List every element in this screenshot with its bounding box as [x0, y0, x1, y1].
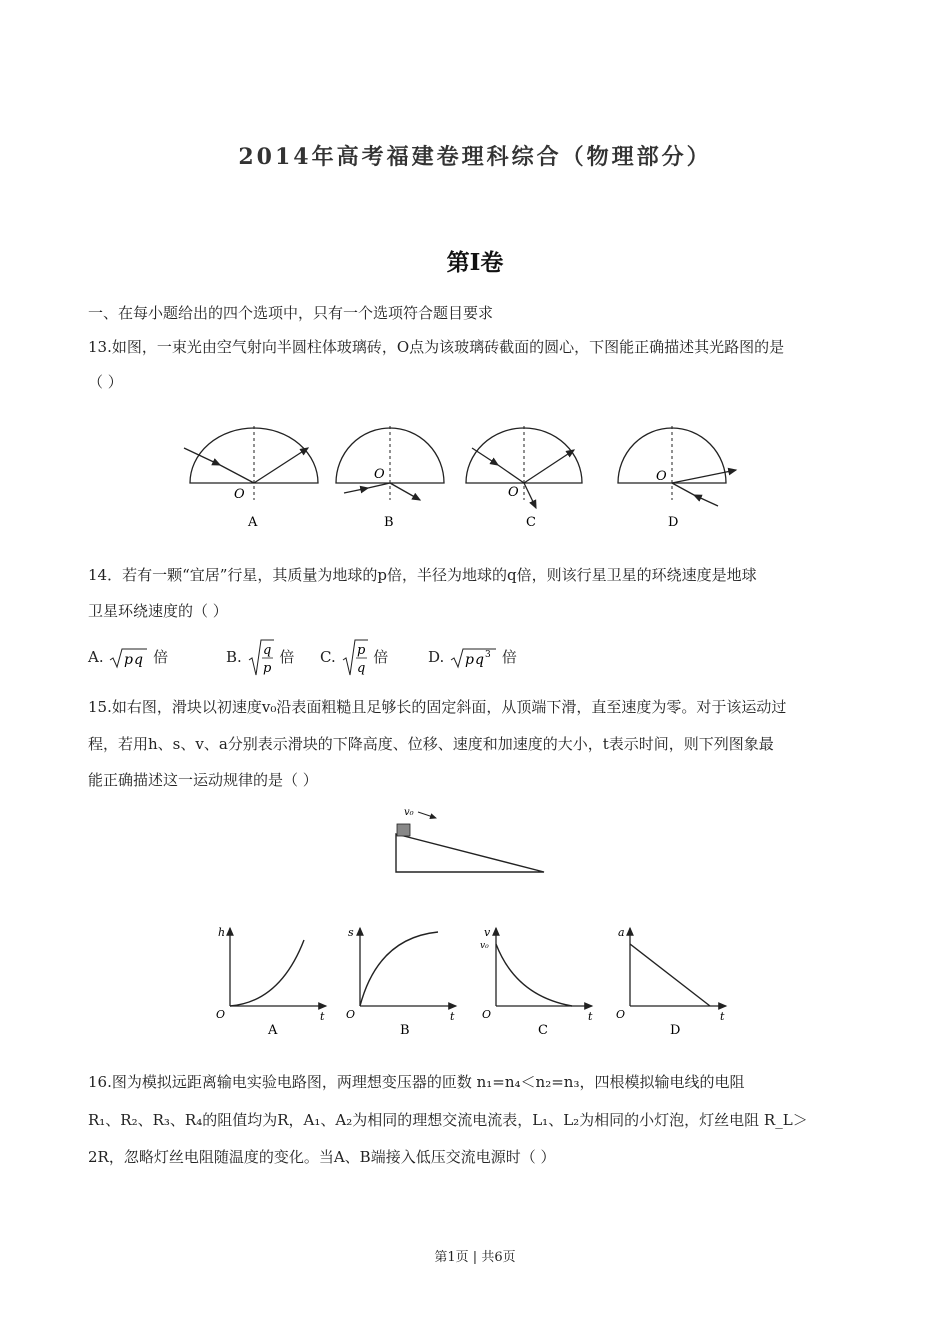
- q14-option-d-sqrt: [449, 646, 497, 670]
- q13-a-label: A: [248, 515, 258, 530]
- q15-graph-c: [480, 926, 593, 1038]
- section-instruction: 一、在每小题给出的四个选项中，只有一个选项符合题目要求: [88, 304, 494, 322]
- q15-graph-a: [216, 926, 326, 1038]
- svg-text:D: D: [670, 1023, 681, 1038]
- q14-option-a[interactable]: A. p q 倍: [88, 648, 169, 668]
- q13-text-line2: （ ）: [88, 373, 123, 391]
- q13-c-label: C: [526, 515, 536, 530]
- q16-text-line3: 2R，忽略灯丝电阻随温度的变化。当A、B端接入低压交流电源时（ ）: [88, 1148, 556, 1166]
- q14-option-a-sqrt: [108, 646, 148, 670]
- svg-text:p: p: [465, 652, 475, 668]
- svg-text:t: t: [588, 1010, 593, 1023]
- svg-text:3: 3: [485, 650, 491, 660]
- q13-d-center-label: O: [656, 469, 667, 484]
- q15-incline-figure: [390, 804, 550, 876]
- q13-diagram-a: [184, 426, 318, 530]
- svg-text:a: a: [618, 926, 625, 939]
- q13-text-line1: 13.如图，一束光由空气射向半圆柱体玻璃砖，O点为该玻璃砖截面的圆心，下图能正确描述其光路图的是: [88, 338, 785, 356]
- svg-text:v₀: v₀: [480, 941, 489, 951]
- svg-text:A: A: [268, 1023, 278, 1038]
- q14-option-c-sqrt: [341, 638, 369, 678]
- svg-text:p: p: [262, 661, 271, 676]
- svg-text:C: C: [538, 1023, 548, 1038]
- q16-text-line1: 16.图为模拟远距离输电实验电路图，两理想变压器的匝数 n₁=n₄＜n₂=n₃，四根模拟输电线的电阻: [88, 1073, 745, 1091]
- q14-text-line2: 卫星环绕速度的（ ）: [88, 602, 228, 620]
- svg-text:s: s: [348, 926, 354, 939]
- q13-d-label: D: [668, 515, 679, 530]
- svg-text:t: t: [450, 1010, 455, 1023]
- svg-text:q: q: [475, 652, 485, 668]
- q14-option-b[interactable]: B. q p 倍: [226, 638, 294, 678]
- q13-c-center-label: O: [508, 485, 519, 500]
- q15-graphs-figure: [200, 922, 740, 1042]
- exam-title: 2014年高考福建卷理科综合（物理部分）: [238, 144, 712, 170]
- svg-text:O: O: [616, 1008, 626, 1021]
- svg-text:O: O: [346, 1008, 356, 1021]
- q13-a-center-label: O: [234, 487, 245, 502]
- slider-block: [397, 824, 410, 836]
- q13-b-center-label: O: [374, 467, 385, 482]
- q13-diagram-d: [618, 426, 736, 530]
- q15-text-line1: 15.如右图，滑块以初速度v₀沿表面粗糙且足够长的固定斜面，从顶端下滑，直至速度为零。对于该运动过: [88, 698, 787, 716]
- q15-text-line2: 程，若用h、s、v、a分别表示滑块的下降高度、位移、速度和加速度的大小，t表示时间，则下列图象最: [88, 735, 774, 753]
- volume-heading: 第I卷: [446, 249, 504, 276]
- q15-graph-d: [616, 926, 726, 1038]
- svg-text:q: q: [134, 652, 144, 668]
- q15-graph-b: [346, 926, 456, 1038]
- q15-text-line3: 能正确描述这一运动规律的是（ ）: [88, 771, 318, 789]
- q15-v0-label: v₀: [404, 807, 414, 818]
- q14-option-c[interactable]: C. p q 倍: [320, 638, 388, 678]
- q16-text-line2: R₁、R₂、R₃、R₄的阻值均为R，A₁、A₂为相同的理想交流电流表，L₁、L₂为相同的小灯泡，灯丝电阻 R_L＞: [88, 1111, 808, 1129]
- svg-text:B: B: [400, 1023, 410, 1038]
- svg-text:h: h: [218, 926, 226, 939]
- q14-option-d[interactable]: D. p q 3 倍: [428, 648, 517, 668]
- q13-figure: [170, 418, 800, 530]
- svg-text:p: p: [124, 652, 134, 668]
- svg-text:p: p: [356, 643, 365, 658]
- svg-text:t: t: [320, 1010, 325, 1023]
- svg-text:O: O: [482, 1008, 492, 1021]
- page-footer: 第1页 | 共6页: [434, 1250, 516, 1265]
- q13-b-label: B: [384, 515, 394, 530]
- svg-text:v: v: [484, 926, 491, 939]
- q13-diagram-c: [466, 426, 582, 530]
- q13-diagram-b: [336, 426, 444, 530]
- svg-text:O: O: [216, 1008, 226, 1021]
- q14-text-line1: 14．若有一颗“宜居”行星，其质量为地球的p倍，半径为地球的q倍，则该行星卫星的环绕速度是地球: [88, 566, 757, 584]
- svg-text:q: q: [356, 661, 365, 676]
- svg-text:t: t: [720, 1010, 725, 1023]
- q14-option-b-sqrt: [247, 638, 275, 678]
- svg-text:q: q: [262, 643, 271, 658]
